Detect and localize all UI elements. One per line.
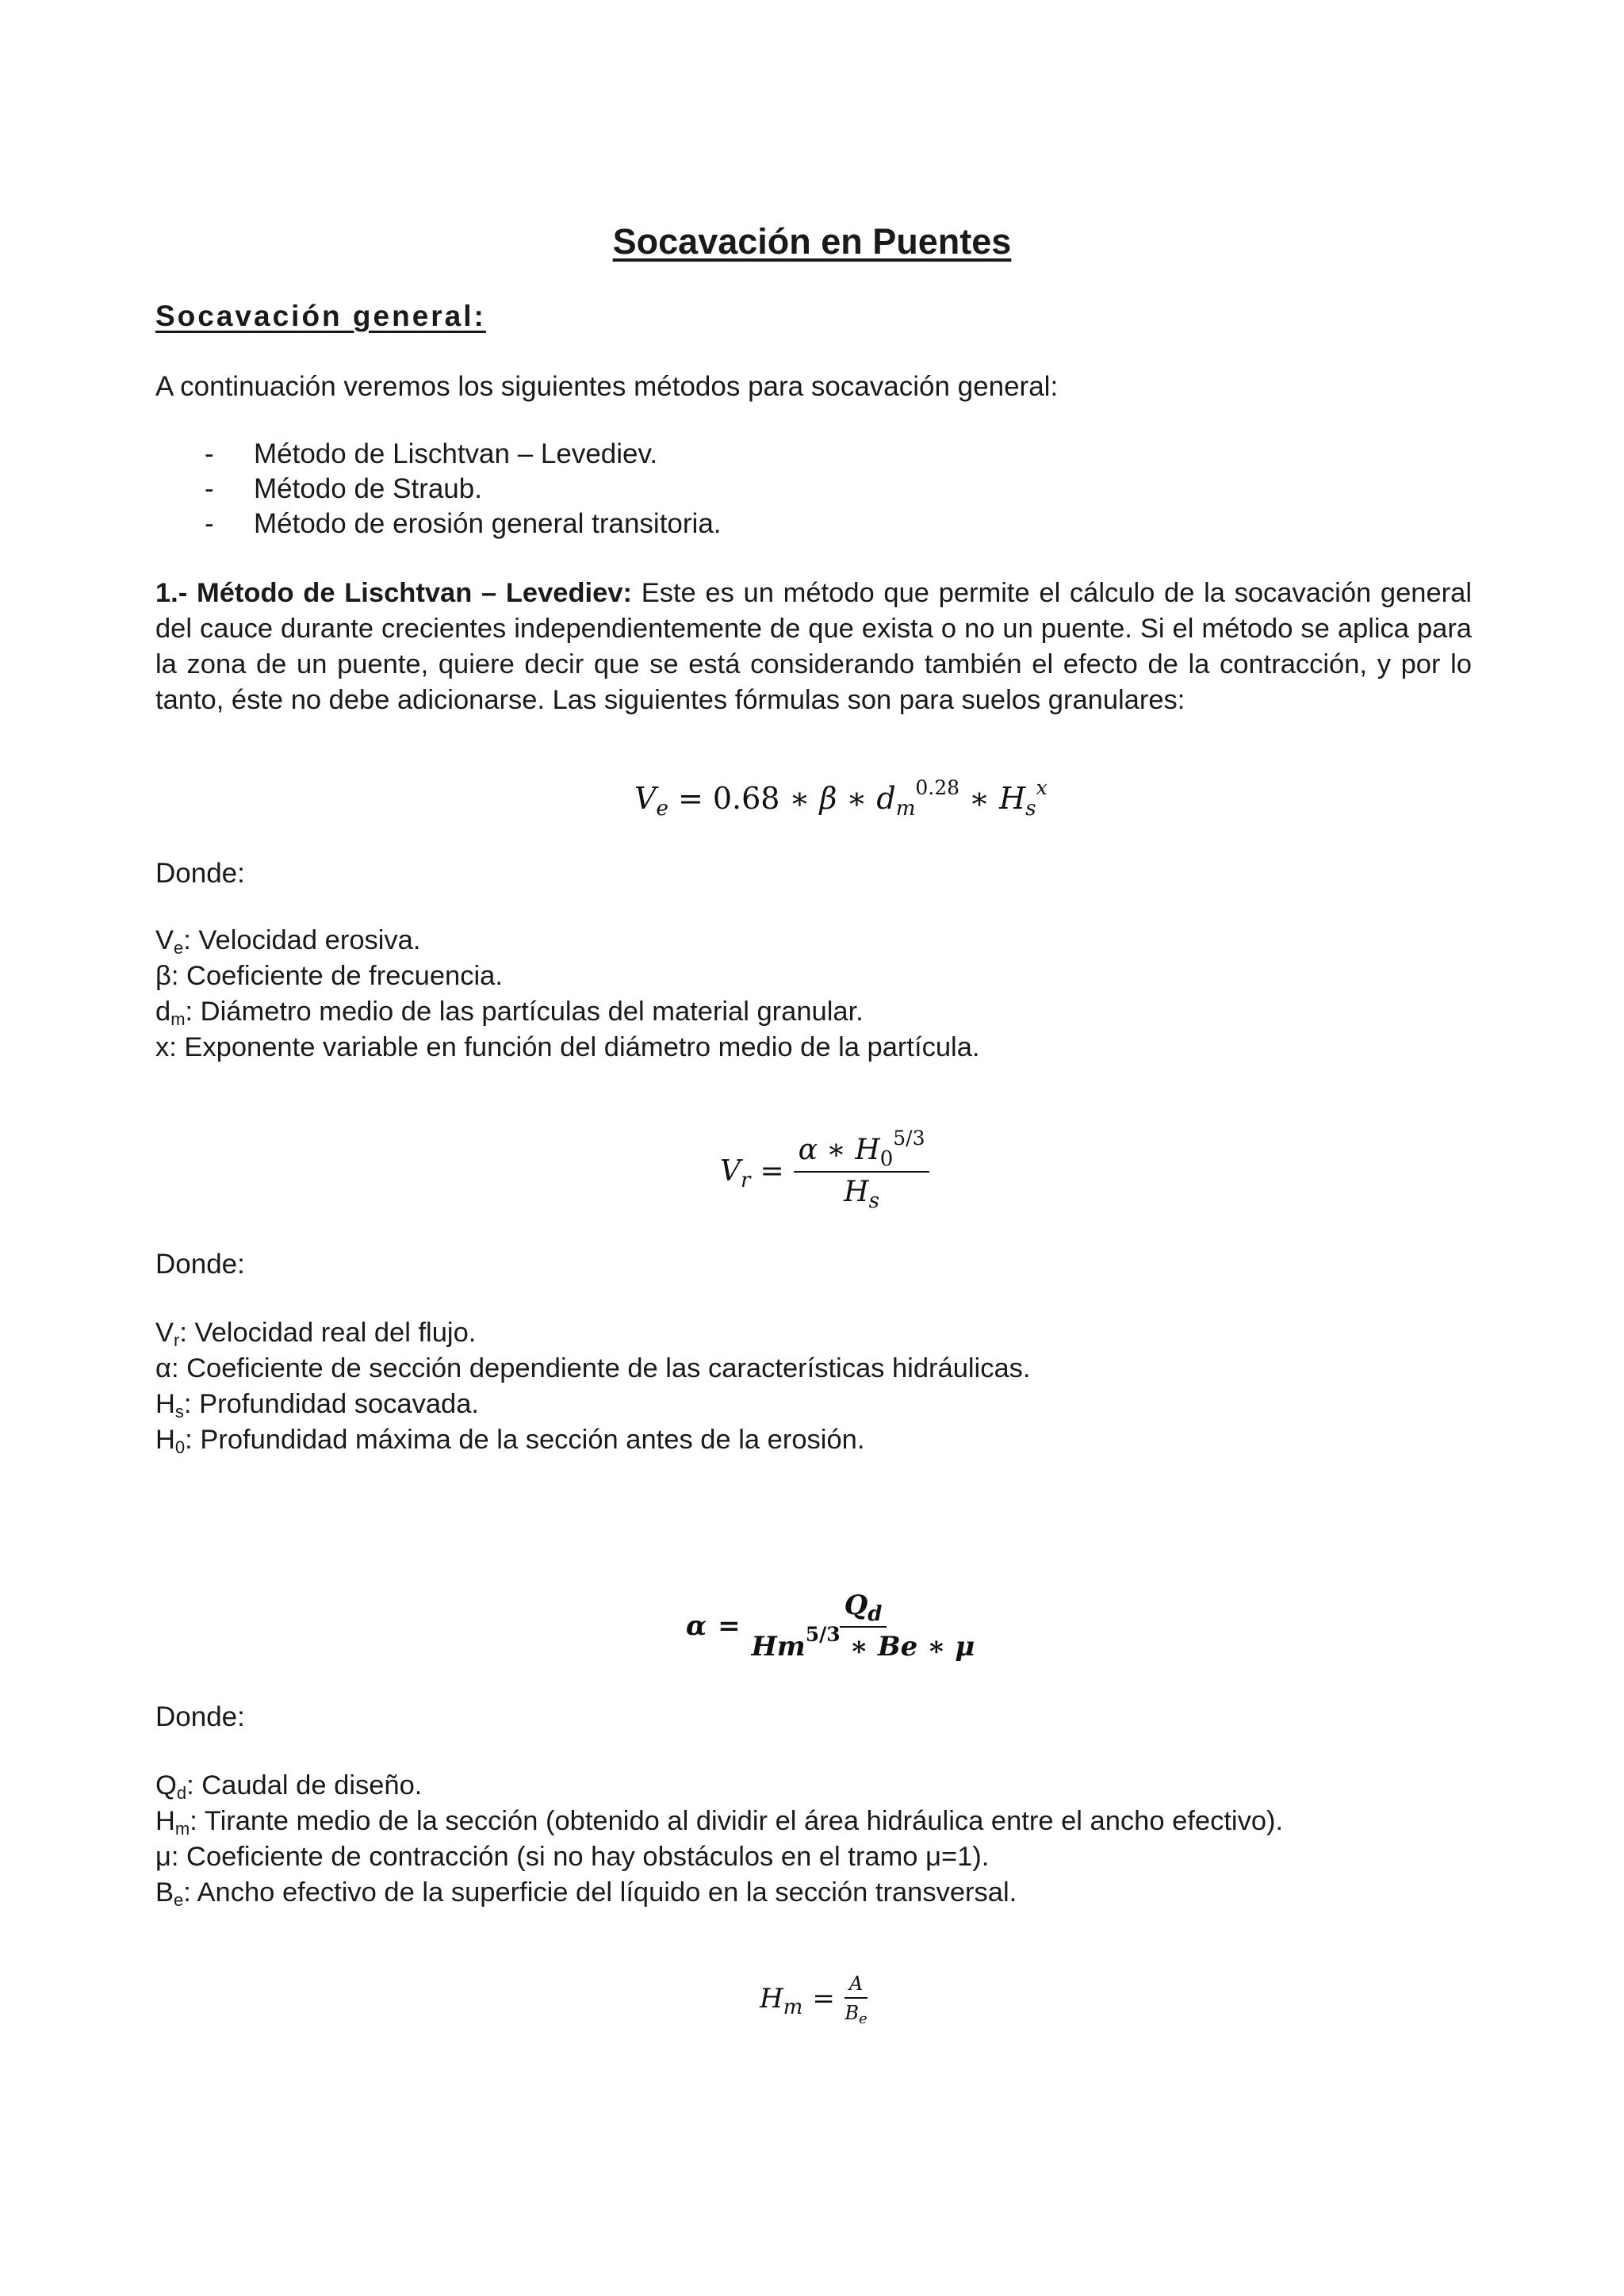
donde-label: Donde: bbox=[155, 1701, 245, 1732]
bullet-marker: - bbox=[205, 508, 214, 539]
list-item-text: Método de erosión general transitoria. bbox=[254, 508, 722, 539]
definition-item: α: Coeficiente de sección dependiente de las características hidráulicas. bbox=[155, 1353, 1031, 1383]
methods-list bbox=[205, 437, 722, 541]
method1-label: 1.- Método de Lischtvan – Levediev: bbox=[155, 578, 633, 608]
fraction: $\frac{Q_d}{Hm^{5/3} ∗ Be ∗ \mu}$ bbox=[751, 1590, 975, 1663]
definition-item: $Q_d$: Caudal de diseño. bbox=[155, 1770, 423, 1803]
list-item bbox=[205, 472, 722, 507]
fraction: $\frac{A}{B_e}$ bbox=[845, 1973, 868, 2027]
definition-item: $H_s$: Profundidad socavada. bbox=[155, 1389, 480, 1422]
equation-real-velocity: $V_r$ = $\frac{\alpha ∗ H_0^{5/3}}{H_s}$ bbox=[720, 1134, 929, 1208]
donde-label: Donde: bbox=[155, 858, 245, 889]
definition-item: $B_e$: Ancho efectivo de la superficie del líquido en la sección transversal. bbox=[155, 1877, 1017, 1910]
definitions-list-2 bbox=[155, 1315, 1503, 1458]
list-item-text: Método de Lischtvan – Levediev. bbox=[254, 438, 658, 469]
donde-label: Donde: bbox=[155, 1249, 245, 1280]
intro-paragraph: A continuación veremos los siguientes métodos para socavación general: bbox=[155, 371, 1059, 402]
list-item bbox=[205, 507, 722, 541]
list-item bbox=[205, 437, 722, 472]
definitions-list-1 bbox=[155, 923, 1503, 1066]
page-title: Socavación en Puentes bbox=[612, 221, 1012, 262]
equation-erosive-velocity: $V_e = 0.68$ ∗ β ∗ $d_m^{0.28}$ ∗ $H_s^x$ bbox=[634, 776, 1048, 821]
list-item-text: Método de Straub. bbox=[254, 473, 482, 504]
section-heading: Socavación general: bbox=[155, 300, 486, 332]
definition-item: μ: Coeficiente de contracción (si no hay obstáculos en el tramo μ=1). bbox=[155, 1842, 990, 1872]
fraction: $\frac{\alpha ∗ H_0^{5/3}}{H_s}$ bbox=[794, 1134, 930, 1208]
definition-item: $H_0$: Profundidad máxima de la sección antes de la erosión. bbox=[155, 1425, 865, 1457]
definition-item: x: Exponente variable en función del diámetro medio de la partícula. bbox=[155, 1032, 980, 1062]
equation-alpha: α = $\frac{Q_d}{Hm^{5/3} ∗ Be ∗ \mu}$ bbox=[686, 1590, 975, 1663]
definition-item: $d_m$: Diámetro medio de las partículas del material granular. bbox=[155, 997, 864, 1029]
method1-text: Este es un método que permite el cálculo de la socavación general del cauce durante crecientes independientemente de que exista o no un puente. Si el método se aplica para la zona de un puente, quiere decir que se está considerando también el efecto de la contracción, y por lo tanto, éste no debe adicionarse. Las siguientes fórmulas son para suelos granulares: bbox=[155, 578, 1472, 715]
definition-item: $H_m$: Tirante medio de la sección (obtenido al dividir el área hidráulica entre el ancho efectivo). bbox=[155, 1806, 1284, 1839]
bullet-marker: - bbox=[205, 473, 214, 504]
method1-paragraph bbox=[155, 576, 1472, 718]
definition-item: $V_r$: Velocidad real del flujo. bbox=[155, 1318, 477, 1350]
definition-item: β: Coeficiente de frecuencia. bbox=[155, 961, 503, 991]
equation-mean-depth: $H_m$ = $\frac{A}{B_e}$ bbox=[760, 1973, 868, 2027]
definitions-list-3 bbox=[155, 1768, 1503, 1911]
bullet-marker: - bbox=[205, 438, 214, 469]
definition-item: $V_e$: Velocidad erosiva. bbox=[155, 925, 421, 958]
